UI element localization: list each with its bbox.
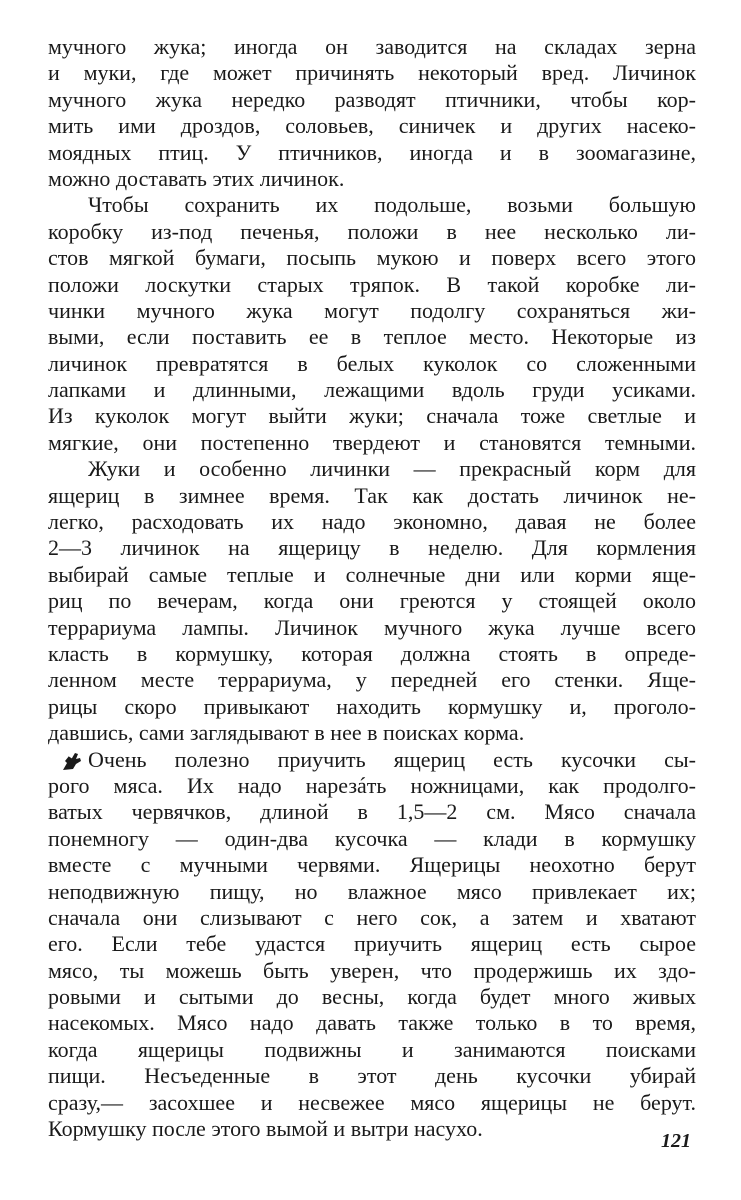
text-line: давшись, сами заглядывают в нее в поисках корма. (48, 720, 525, 746)
text-line: коробку из-под печенья, положи в нее несколько ли- (48, 218, 696, 244)
text-line: ящериц в зимнее время. Так как достать личинок не- (48, 482, 696, 508)
hand-pointer-icon (60, 750, 84, 772)
text-line: моядных птиц. У птичников, иногда и в зоомагазине, (48, 139, 696, 165)
text-line: сразу,— засохшее и несвежее мясо ящерицы не берут. (48, 1089, 696, 1115)
text-line: легко, расходовать их надо экономно, давая не более (48, 509, 696, 535)
text-line: выми, если поставить ее в теплое место. Некоторые из (48, 324, 696, 350)
text-line: мучного жука нередко разводят птичники, чтобы кор- (48, 86, 696, 112)
text-line: лапками и длинными, лежащими вдоль груди усиками. (48, 377, 696, 403)
text-line: мить ими дроздов, соловьев, синичек и других насеко- (48, 113, 696, 139)
text-line: положи лоскутки старых тряпок. В такой коробке ли- (48, 271, 696, 297)
text-line: неподвижную пищу, но влажное мясо привлекает их; (48, 878, 696, 904)
text-line: риц по вечерам, когда они греются у стоящей около (48, 588, 696, 614)
text-line: ровыми и сытыми до весны, когда будет много живых (48, 984, 696, 1010)
text-line: выбирай самые теплые и солнечные дни или корми яще- (48, 561, 696, 587)
text-line: чинки мучного жука могут подолгу сохраняться жи- (48, 297, 696, 323)
text-line: мясо, ты можешь быть уверен, что продержишь их здо- (48, 957, 696, 983)
page-number: 121 (661, 1130, 691, 1152)
text-line: рицы скоро привыкают находить кормушку и, проголо- (48, 693, 696, 719)
text-line: стов мягкой бумаги, посыпь мукою и поверх всего этого (48, 245, 696, 271)
text-line: ленном месте террариума, у передней его стенки. Яще- (48, 667, 696, 693)
text-line: когда ящерицы подвижны и занимаются поисками (48, 1036, 696, 1062)
text-line: личинок превратятся в белых куколок со сложенными (48, 350, 696, 376)
text-line: понемногу — один-два кусочка — клади в кормушку (48, 825, 696, 851)
text-line: вместе с мучными червями. Ящерицы неохотно берут (48, 852, 696, 878)
text-line: мучного жука; иногда он заводится на складах зерна (48, 34, 696, 59)
paragraph-1 (48, 34, 696, 192)
text-line: класть в кормушку, которая должна стоять в опреде- (48, 640, 696, 666)
text-line: Из куколок могут выйти жуки; сначала тоже светлые и (48, 403, 696, 429)
text-line: Кормушку после этого вымой и вытри насухо. (48, 1116, 483, 1142)
paragraph-2 (48, 192, 696, 456)
text-line: Очень полезно приучить ящериц есть кусочки сы- (88, 746, 696, 772)
marked-line (48, 747, 696, 773)
text-line: сначала они слизывают с него сок, а затем и хватают (48, 904, 696, 930)
paragraph-3 (48, 456, 696, 746)
paragraph-4 (48, 747, 696, 1143)
text-line: и муки, где может причинять некоторый вред. Личинок (48, 60, 696, 86)
text-line: пищи. Несъеденные в этот день кусочки убирай (48, 1063, 696, 1089)
text-line: мягкие, они постепенно твердеют и становятся темными. (48, 429, 696, 455)
text-line: ватых червячков, длиной в 1,5—2 см. Мясо сначала (48, 799, 696, 825)
text-line: Чтобы сохранить их подольше, возьми большую (88, 192, 696, 218)
text-line: 2—3 личинок на ящерицу в неделю. Для кормления (48, 535, 696, 561)
text-line: рого мяса. Их надо нарезáть ножницами, как продолго- (48, 772, 696, 798)
text-line: его. Если тебе удастся приучить ящериц есть сырое (48, 931, 696, 957)
text-line: Жуки и особенно личинки — прекрасный корм для (88, 456, 696, 482)
text-line: насекомых. Мясо надо давать также только в то время, (48, 1010, 696, 1036)
text-line: террариума лампы. Личинок мучного жука лучше всего (48, 614, 696, 640)
text-line: можно доставать этих личинок. (48, 165, 345, 191)
page-body (48, 34, 696, 1142)
